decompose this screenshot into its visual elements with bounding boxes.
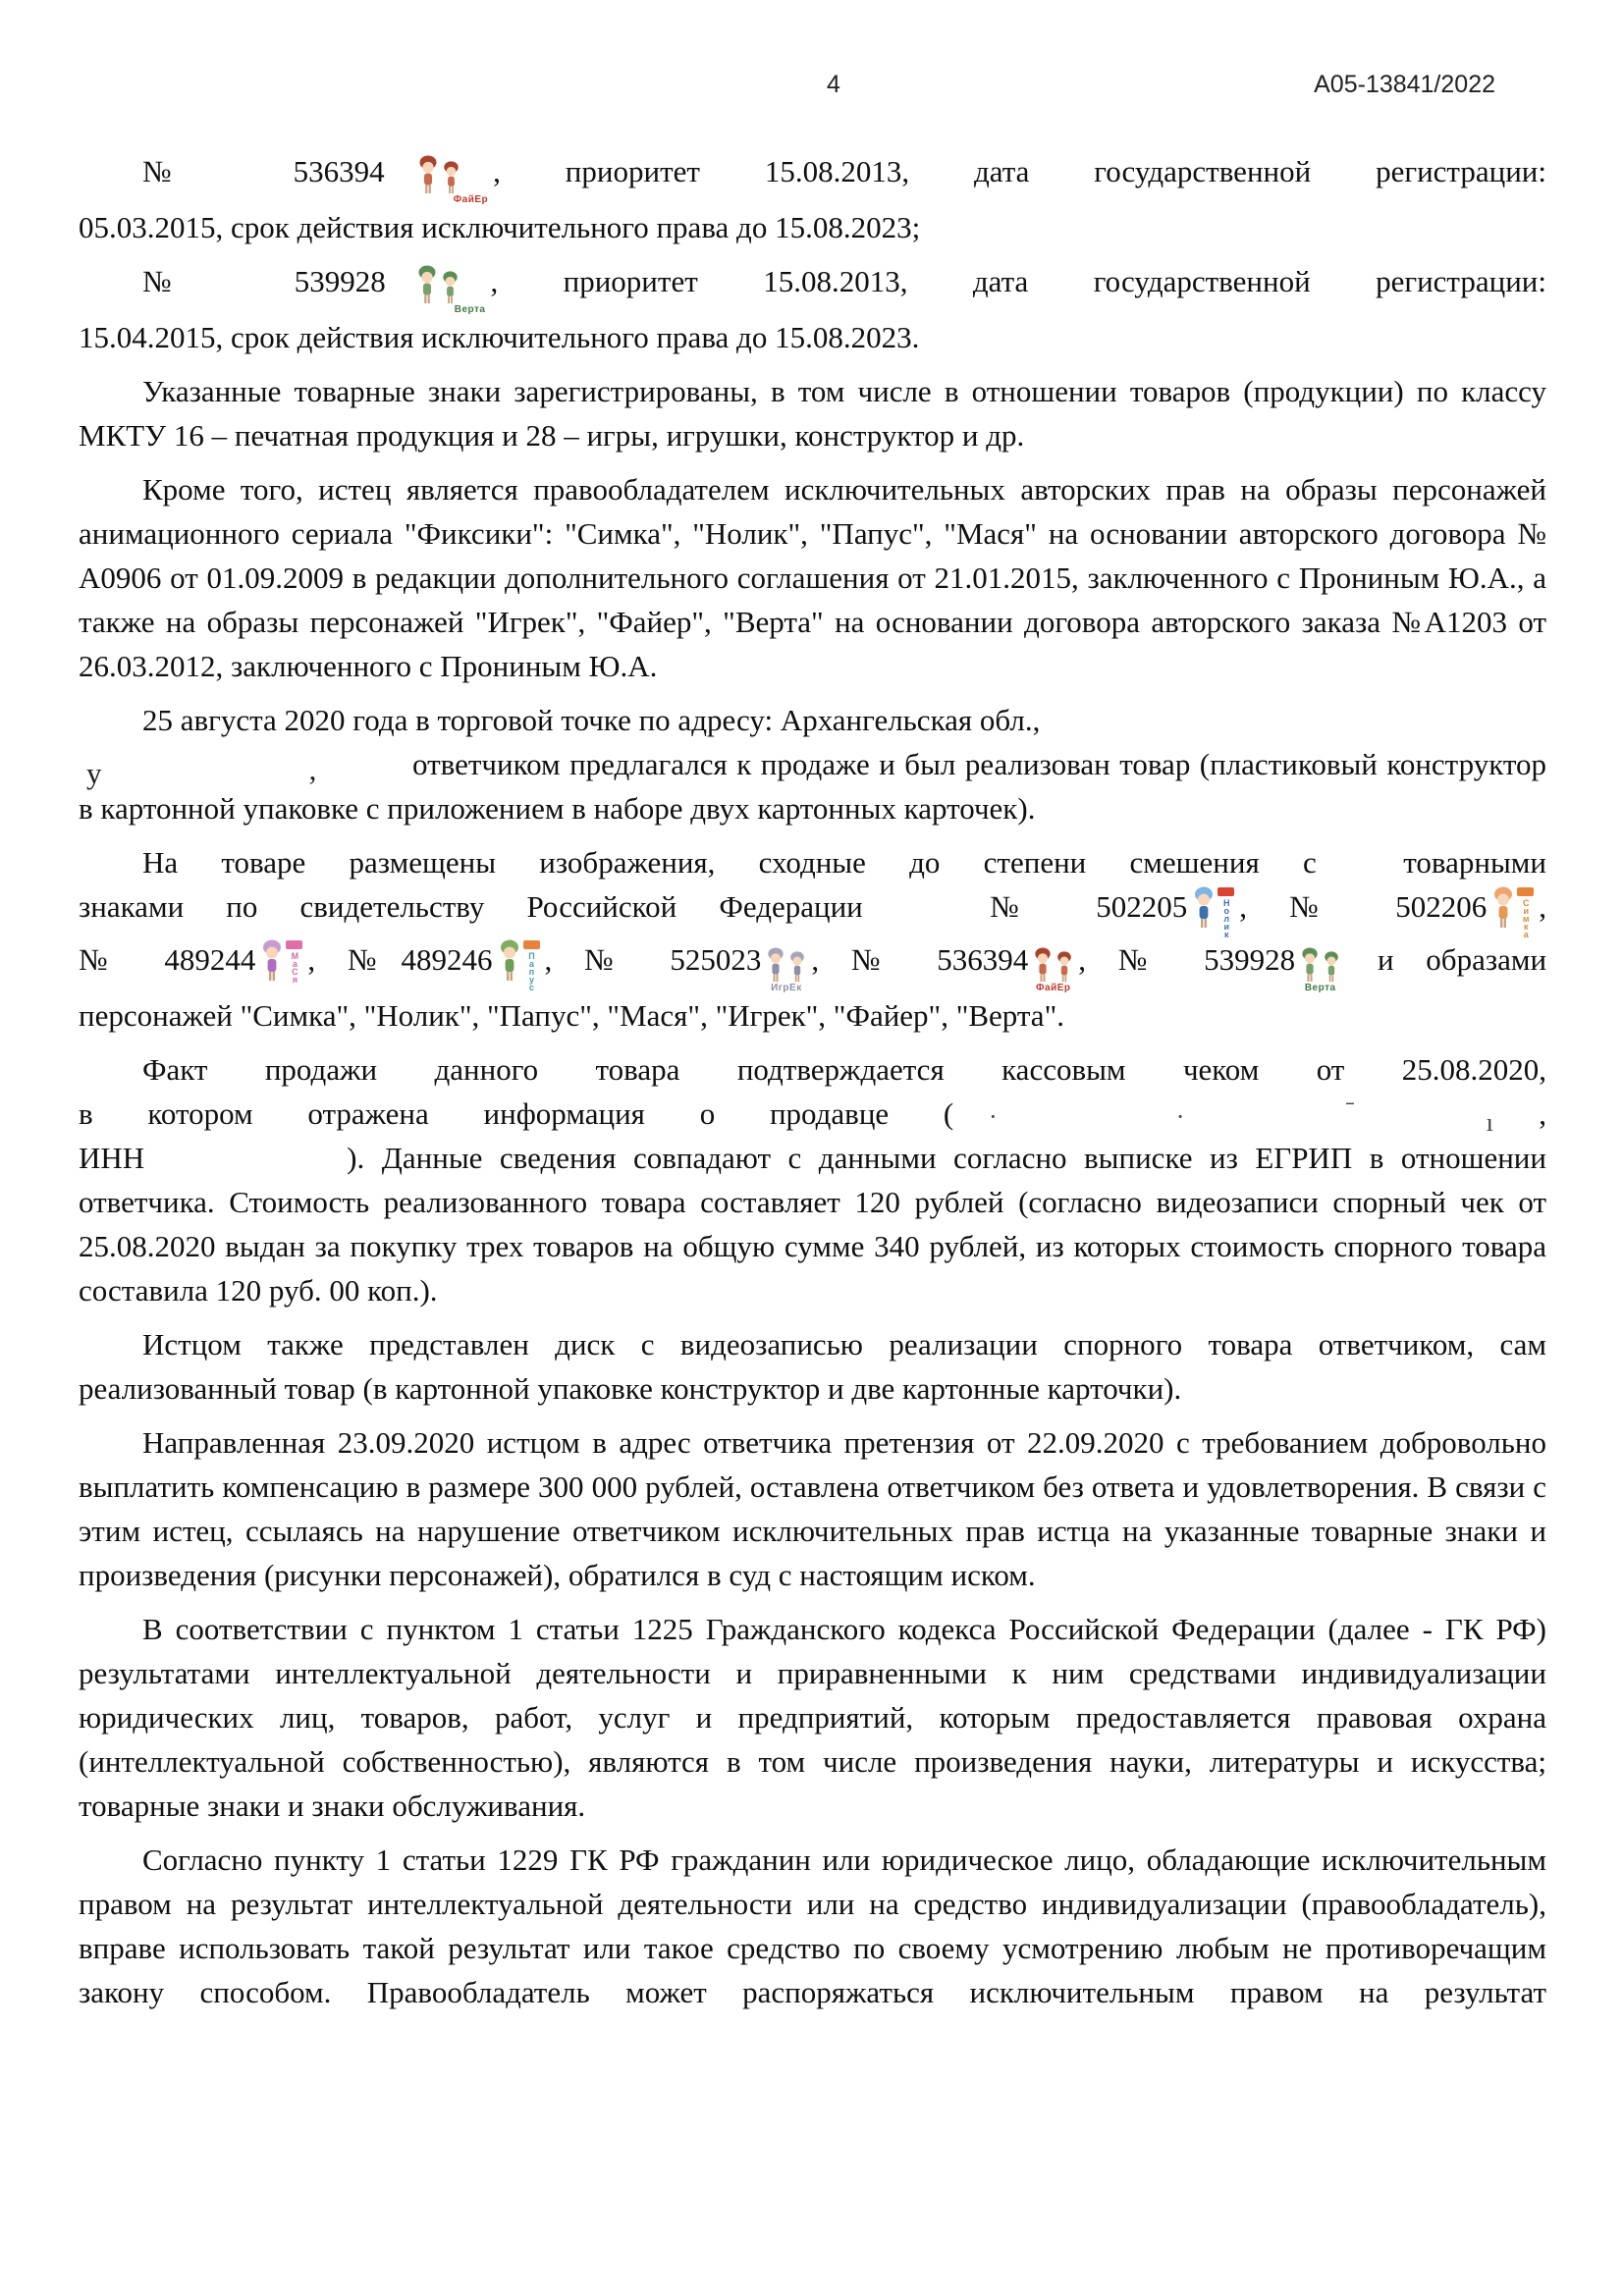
text-line xyxy=(79,149,1546,205)
redaction-remnant: ı xyxy=(1486,1108,1493,1137)
trademark-label: ИгрЕк xyxy=(771,983,802,993)
text-run: ИНН xyxy=(79,1141,145,1175)
text-run: № 536394 xyxy=(142,154,385,188)
text-run: , № 502206 xyxy=(1239,889,1488,924)
redaction-remnant: ˉ xyxy=(1345,1096,1355,1125)
text-line xyxy=(79,884,1546,937)
trademark-label: МаСя xyxy=(290,951,300,983)
redacted-text xyxy=(144,1143,347,1174)
redaction-remnant: · xyxy=(1175,1102,1185,1131)
trademark-label: Верта xyxy=(1304,983,1336,993)
flag-icon xyxy=(286,940,302,949)
text-run: № 489244 xyxy=(79,942,256,977)
trademark-image-525023 xyxy=(766,947,806,993)
text-run: № 539928 xyxy=(142,264,386,298)
trademark-side xyxy=(1517,886,1534,937)
character-figures xyxy=(766,947,806,983)
page-header xyxy=(79,71,1546,104)
text-run: в котором отражена информация о продавце ( xyxy=(79,1096,954,1131)
page-number: 4 xyxy=(827,71,840,98)
text-run: персонажей "Симка", "Нолик", "Папус", "Мася", "Игрек", "Файер", "Верта". xyxy=(79,998,1064,1033)
paragraph-author-rights: Кроме того, истец является правообладателем исключительных авторских прав на образы персонажей анимационного сериала "Фиксики": "Симка", "Нолик", "Папус", "Мася" на основании авторского договора № А0906 от 01.09.2009 в редакции дополнительного соглашения от 21.01.2015, заключенного с Прониным Ю.А., а также на образы персонажей "Игрек", "Файер", "Верта" на основании договора авторского заказа №А1203 от 26.03.2012, заключенного с Прониным Ю.А. xyxy=(79,472,1546,683)
text-run: На товаре размещены изображения, сходные до степени смешения с товарными xyxy=(142,845,1546,880)
trademark-label: ФайЕр xyxy=(453,194,489,205)
fixie-character-icon xyxy=(260,939,284,983)
trademark-label: Папус xyxy=(526,951,537,990)
trademark-image-536394 xyxy=(1033,947,1073,993)
redaction-remnant: , xyxy=(308,752,317,786)
text-run: , xyxy=(1539,889,1546,924)
trademark-side xyxy=(286,939,302,983)
fixie-character-icon xyxy=(441,271,460,304)
paragraph-gk-1225: В соответствии с пунктом 1 статьи 1225 Гражданского кодекса Российской Федерации (далее - ГК РФ) результатами интеллектуальной деятельности и приравненными к ним средствами индивидуализации юридических лиц, товаров, работ, услуг и предприятий, которым предоставляется правовая охрана (интеллектуальной собственностью), являются в том числе произведения науки, литературы и искусства; товарные знаки и знаки обслуживания. xyxy=(79,1612,1546,1823)
fixie-character-icon xyxy=(788,951,806,983)
text-run: ответчиком предлагался к продаже и был реализован товар (пластиковый конструктор в картонной упаковке с приложением в наборе двух картонных карточек). xyxy=(79,747,1554,826)
redaction-remnant: у xyxy=(86,756,102,790)
paragraph-gk-1229: Согласно пункту 1 статьи 1229 ГК РФ гражданин или юридическое лицо, обладающие исключительным правом на результат интеллектуальной деятельности или на средство индивидуализации (правообладатель), вправе использовать такой результат или такое средство по своему усмотрению любым не противоречащим закону способом. Правообладатель может распоряжаться исключительным правом на результат xyxy=(79,1842,1546,2009)
paragraph-claim-letter: Направленная 23.09.2020 истцом в адрес ответчика претензия от 22.09.2020 с требованием добровольно выплатить компенсацию в размере 300 000 рублей, оставлена ответчиком без ответа и удовлетворения. В связи с этим истец, ссылаясь на нарушение ответчиком исключительных прав истца на указанные товарные знаки и произведения (рисунки персонажей), обратился в суд с настоящим иском. xyxy=(79,1425,1546,1592)
trademark-image-502206 xyxy=(1491,886,1534,937)
paragraph-trademark-list xyxy=(79,840,1546,1038)
fixie-character-icon xyxy=(766,947,785,983)
text-line xyxy=(79,1092,1546,1136)
paragraph-trademark-539928 xyxy=(79,259,1546,359)
fixie-character-icon xyxy=(498,939,521,983)
fixie-character-icon xyxy=(1192,886,1216,930)
trademark-image-489246 xyxy=(498,939,540,990)
fixie-character-icon xyxy=(1033,947,1053,983)
trademark-label: ФайЕр xyxy=(1036,983,1071,993)
trademark-image-536394 xyxy=(390,155,489,205)
paragraph-video-evidence: Истцом также представлен диск с видеозаписью реализации спорного товара ответчиком, сам реализованный товар (в картонной упаковке конструктор и две картонные карточки). xyxy=(79,1327,1546,1406)
fixie-character-icon xyxy=(442,161,460,194)
fixie-character-icon xyxy=(1055,951,1073,983)
text-run: , №489246 xyxy=(307,942,493,977)
character-figures xyxy=(1033,947,1073,983)
text-line xyxy=(79,840,1546,884)
paragraph-trademark-536394 xyxy=(79,149,1546,249)
text-run: и образами xyxy=(1345,942,1547,977)
flag-icon xyxy=(523,940,540,949)
fixie-character-icon xyxy=(417,155,439,194)
trademark-image-539928 xyxy=(1300,947,1340,993)
text-run: знаками по свидетельству Российской Федерации № 502205 xyxy=(79,889,1188,924)
text-run: ). Данные сведения совпадают с данными согласно выписке из ЕГРИП в отношении ответчика. Стоимость реализованного товара составляет 120 рублей (согласно видеозаписи спорный чек от 25.08.2020 выдан за покупку трех товаров на общую сумме 340 рублей, из которых стоимость спорного товара составила 120 руб. 00 коп.). xyxy=(79,1141,1554,1308)
redaction-remnant: · xyxy=(989,1102,998,1131)
trademark-label: Верта xyxy=(454,304,486,315)
text-run: , xyxy=(1539,1096,1546,1131)
fixie-character-icon xyxy=(1323,951,1340,983)
text-run: , № 525023 xyxy=(544,942,762,977)
paragraph-sale-event xyxy=(79,698,1554,830)
text-run: 15.04.2015, срок действия исключительного права до 15.08.2023. xyxy=(79,320,920,354)
trademark-label: Нолик xyxy=(1221,898,1232,937)
text-run: 25 августа 2020 года в торговой точке по адресу: Архангельская обл., xyxy=(142,703,1041,737)
text-line xyxy=(79,1047,1546,1092)
text-run: , № 539928 xyxy=(1078,942,1296,977)
character-figures xyxy=(1300,947,1340,983)
text-line xyxy=(79,1136,1554,1312)
fixie-character-icon xyxy=(416,265,438,304)
trademark-image-489244 xyxy=(260,939,302,983)
character-figures xyxy=(417,155,460,194)
character-figures xyxy=(416,265,460,304)
redacted-text xyxy=(953,1096,1539,1137)
fixie-character-icon xyxy=(1300,947,1320,983)
text-run: Факт продажи данного товара подтверждается кассовым чеком от 25.08.2020, xyxy=(142,1052,1546,1087)
flag-icon xyxy=(1217,887,1234,896)
trademark-label: Симка xyxy=(1521,898,1532,937)
paragraph-receipt xyxy=(79,1047,1554,1312)
case-number: А05-13841/2022 xyxy=(1314,71,1495,98)
text-line xyxy=(79,259,1546,315)
trademark-image-502205 xyxy=(1192,886,1234,937)
text-run: , приоритет 15.08.2013, дата государственной регистрации: xyxy=(493,154,1546,188)
text-line xyxy=(79,993,1546,1038)
text-line xyxy=(79,698,1546,742)
text-run: , приоритет 15.08.2013, дата государственной регистрации: xyxy=(490,264,1547,298)
document-body xyxy=(79,149,1554,2014)
trademark-image-539928 xyxy=(391,265,486,315)
text-line xyxy=(79,937,1546,993)
paragraph-registered-classes: Указанные товарные знаки зарегистрированы, в том числе в отношении товаров (продукции) по классу МКТУ 16 – печатная продукция и 28 – игры, игрушки, конструктор и др. xyxy=(79,374,1546,453)
text-line xyxy=(79,205,1546,249)
text-line xyxy=(79,742,1554,830)
trademark-side xyxy=(1217,886,1234,937)
text-run: , № 536394 xyxy=(811,942,1029,977)
redacted-text xyxy=(79,749,412,790)
flag-icon xyxy=(1517,887,1534,896)
text-run: 05.03.2015, срок действия исключительного права до 15.08.2023; xyxy=(79,210,921,244)
fixie-character-icon xyxy=(1491,886,1515,930)
trademark-side xyxy=(523,939,540,990)
text-line xyxy=(79,315,1546,359)
